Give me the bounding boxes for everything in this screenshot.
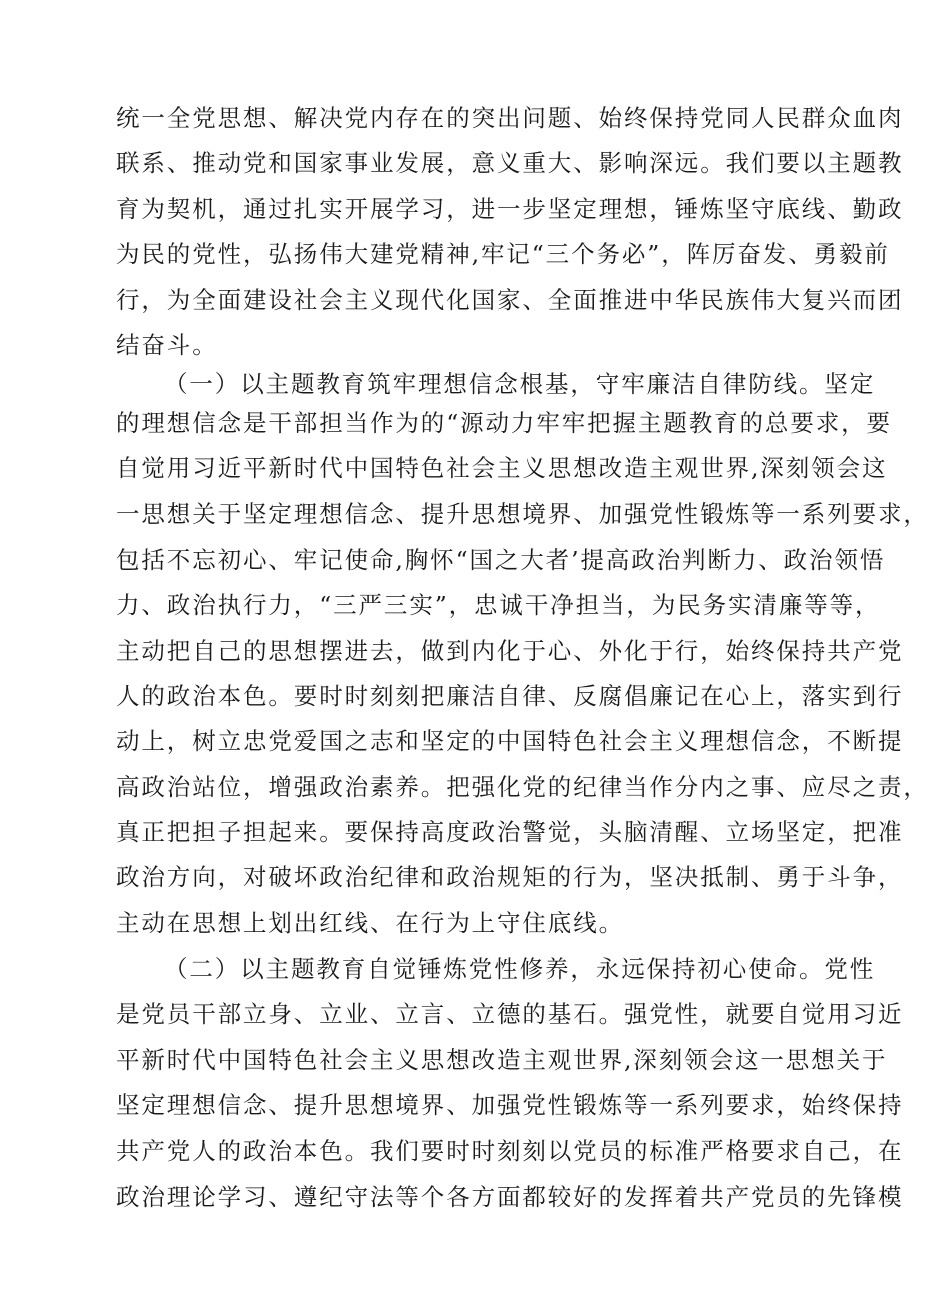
text-line: 统一全党思想、解决党内存在的突出问题、始终保持党同人民群众血肉: [116, 104, 904, 132]
section-heading-1: （一）以主题教育筑牢理想信念根基，守牢廉洁自律防线。坚定: [164, 370, 876, 398]
text-line: 政治方向，对破坏政治纪律和政治规矩的行为，坚决抵制、勇于斗争，: [116, 863, 904, 891]
text-line: 人的政治本色。要时时刻刻把廉洁自律、反腐倡廉记在心上，落实到行: [116, 682, 904, 710]
text-line: 高政治站位，增强政治素养。把强化党的纪律当作分内之事、应尽之责，: [116, 773, 929, 801]
text-line: 包括不忘初心、牢记使命,胸怀“国之大者’提高政治判断力、政治领悟: [116, 546, 886, 574]
text-line: 主动把自己的思想摆进去，做到内化于心、外化于行，始终保持共产党: [116, 637, 904, 665]
text-line: 共产党人的政治本色。我们要时时刻刻以党员的标准严格要求自己，在: [116, 1137, 904, 1165]
text-line: 自觉用习近平新时代中国特色社会主义思想改造主观世界,深刻领会这: [116, 454, 888, 482]
text-line: 力、政治执行力，“三严三实”，忠诚干净担当，为民务实清廉等等，: [116, 591, 881, 619]
section-heading-2: （二）以主题教育自觉锤炼党性修养，永远保持初心使命。党性: [164, 955, 876, 983]
text-line: 一思想关于坚定理想信念、提升思想境界、加强党性锻炼等一系列要求，: [116, 500, 929, 528]
text-line: 动上，树立忠党爱国之志和坚定的中国特色社会主义理想信念，不断提: [116, 727, 904, 755]
text-line: 平新时代中国特色社会主义思想改造主观世界,深刻领会这一思想关于: [116, 1046, 888, 1074]
text-line: 联系、推动党和国家事业发展，意义重大、影响深远。我们要以主题教: [116, 149, 904, 177]
text-line: 的理想信念是干部担当作为的“源动力牢牢把握主题教育的总要求，要: [116, 409, 892, 437]
text-line: 育为契机，通过扎实开展学习，进一步坚定理想，锤炼坚守底线、勤政: [116, 195, 904, 223]
text-line: 坚定理想信念、提升思想境界、加强党性锻炼等一系列要求，始终保持: [116, 1091, 904, 1119]
text-line: 是党员干部立身、立业、立言、立德的基石。强党性，就要自觉用习近: [116, 1000, 904, 1028]
text-line: 主动在思想上划出红线、在行为上守住底线。: [116, 909, 624, 937]
text-line: 结奋斗。: [116, 331, 218, 359]
text-line: 政治理论学习、遵纪守法等个各方面都较好的发挥着共产党员的先锋模: [116, 1183, 904, 1211]
text-line: 行，为全面建设社会主义现代化国家、全面推进中华民族伟大复兴而团: [116, 286, 904, 314]
text-line: 真正把担子担起来。要保持高度政治警觉，头脑清醒、立场坚定，把准: [116, 818, 904, 846]
text-line: 为民的党性，弘扬伟大建党精神,牢记“三个务必”，阵厉奋发、勇毅前: [116, 240, 890, 268]
